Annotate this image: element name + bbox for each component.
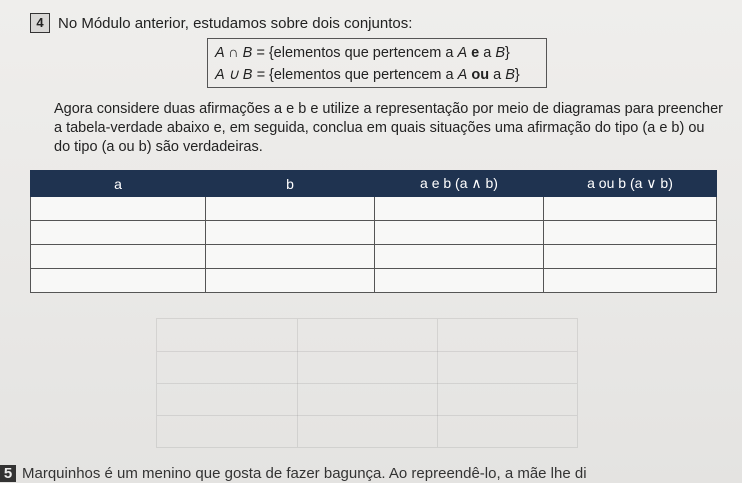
union-definition: A ∪ B = {elementos que pertencem a A ou a B} (215, 67, 520, 83)
question-intro: No Módulo anterior, estudamos sobre dois conjuntos: (58, 14, 413, 32)
question-number-badge: 4 (30, 13, 50, 33)
question-5-start (0, 465, 587, 482)
header-a-or-b: a ou b (a ∨ b) (544, 171, 717, 197)
cell[interactable] (206, 269, 375, 293)
cell[interactable] (375, 221, 544, 245)
table-row (31, 197, 717, 221)
cell[interactable] (31, 269, 206, 293)
truth-table-header-row (31, 171, 717, 197)
cell[interactable] (31, 221, 206, 245)
cell[interactable] (206, 197, 375, 221)
header-b: b (206, 171, 375, 197)
cell[interactable] (544, 245, 717, 269)
question-5-number: 5 (0, 465, 16, 482)
instruction-paragraph: Agora considere duas afirmações a e b e utilize a representação por meio de diagramas para preencher a tabela-verdade abaixo e, em seguida, conclua em quais situações uma afirmação do tipo (a e b) ou do tipo (a ou b) são verdadeiras. (54, 101, 723, 155)
cell[interactable] (544, 269, 717, 293)
question-4-header (30, 13, 412, 33)
intersection-definition: A ∩ B = {elementos que pertencem a A e a B} (215, 45, 510, 61)
cell[interactable] (206, 221, 375, 245)
cell[interactable] (206, 245, 375, 269)
table-row (31, 245, 717, 269)
set-definitions-box (207, 38, 547, 88)
table-row (31, 269, 717, 293)
bleed-through-table (156, 318, 578, 448)
header-a: a (31, 171, 206, 197)
truth-table (30, 170, 717, 293)
cell[interactable] (31, 197, 206, 221)
header-a-and-b: a e b (a ∧ b) (375, 171, 544, 197)
question-5-text: Marquinhos é um menino que gosta de fazer bagunça. Ao repreendê-lo, a mãe lhe di (22, 465, 587, 482)
cell[interactable] (31, 245, 206, 269)
cell[interactable] (375, 269, 544, 293)
cell[interactable] (375, 197, 544, 221)
table-row (31, 221, 717, 245)
cell[interactable] (544, 221, 717, 245)
cell[interactable] (544, 197, 717, 221)
cell[interactable] (375, 245, 544, 269)
